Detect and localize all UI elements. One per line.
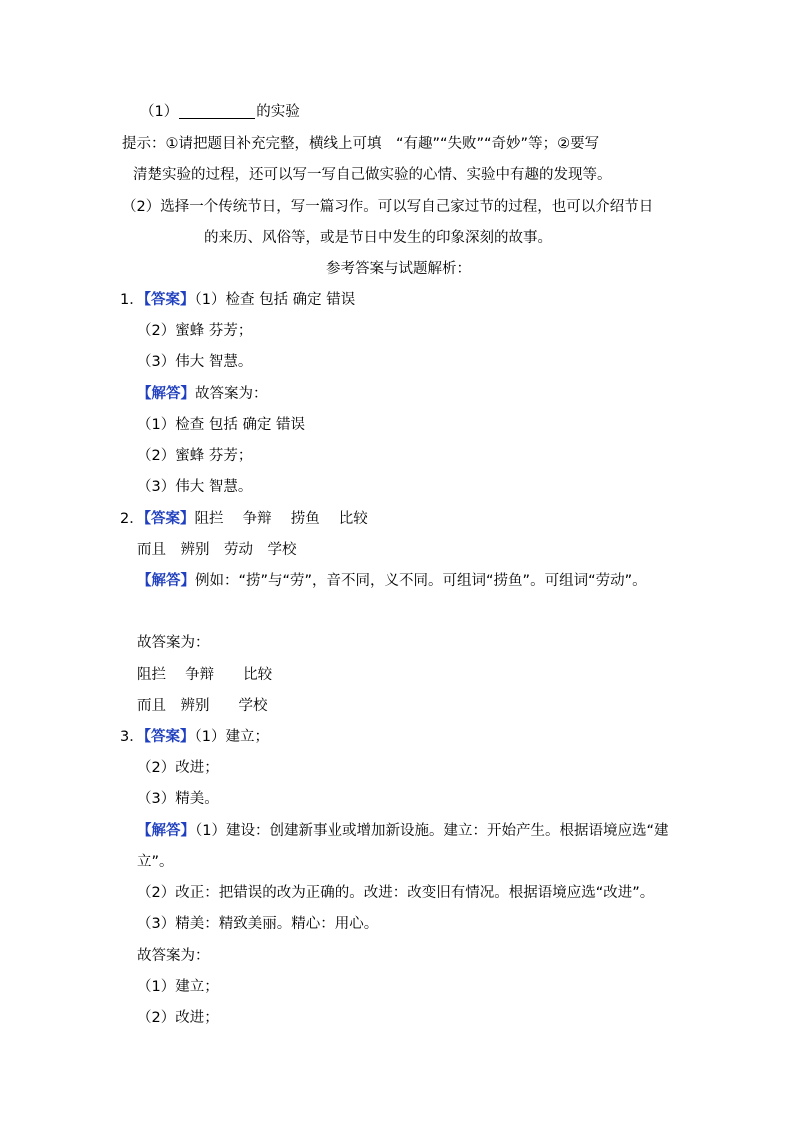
q3-therefore: 故答案为： — [137, 948, 210, 964]
q1-solution-3: （3）伟大 智慧。 — [137, 479, 253, 495]
q3-solution-2: （2）改正：把错误的改为正确的。改进：改变旧有情况。根据语境应选“改进”。 — [137, 885, 655, 901]
q2-therefore: 故答案为： — [137, 635, 210, 651]
q1-solution-line: 【解答】故答案为： — [137, 386, 268, 402]
q3-answer-3: （3）精美。 — [137, 791, 219, 807]
answer-tag: 【答案】 — [143, 292, 195, 308]
essay-topic-2: （2）选择一个传统节日，写一篇习作。可以写自己家过节的过程，也可以介绍节日 — [122, 199, 654, 215]
essay-topic-1: （1） 的实验 — [140, 104, 300, 120]
q3-answer-2: （2）改进； — [137, 760, 219, 776]
solution-tag: 【解答】 — [137, 573, 195, 589]
section-heading: 参考答案与试题解析： — [326, 261, 471, 277]
q1-answer-line: 1．【答案】（1）检查 包括 确定 错误 — [120, 292, 356, 308]
q2-therefore-1: 阻拦 争辩 比较 — [137, 667, 273, 683]
answer-tag: 【答案】 — [143, 511, 195, 527]
q1-number: 1． — [120, 292, 144, 308]
essay-topic-2-cont: 的来历、风俗等，或是节日中发生的印象深刻的故事。 — [204, 230, 552, 246]
solution-tag: 【解答】 — [137, 823, 195, 839]
q3-solution-line: 【解答】（1）建设：创建新事业或增加新设施。建立：开始产生。根据语境应选“建 — [137, 823, 669, 839]
q3-solution-1-cont: 立”。 — [137, 854, 174, 870]
q2-solution-line: 【解答】例如：“捞”与“劳”，音不同，义不同。可组词“捞鱼”。可组词“劳动”。 — [137, 573, 647, 589]
q3-therefore-1: （1）建立； — [137, 979, 219, 995]
q3-therefore-2: （2）改进； — [137, 1010, 219, 1026]
q3-number: 3． — [120, 729, 144, 745]
q3-solution-3: （3）精美：精致美丽。精心：用心。 — [137, 916, 379, 932]
solution-tag: 【解答】 — [137, 386, 195, 402]
q1-answer-2: （2）蜜蜂 芬芳； — [137, 323, 253, 339]
q2-answer-line: 2．【答案】阻拦 争辩 捞鱼 比较 — [120, 511, 368, 527]
answer-tag: 【答案】 — [143, 729, 195, 745]
q1-solution-1: （1）检查 包括 确定 错误 — [137, 417, 306, 433]
q3-answer-line: 3．【答案】（1）建立； — [120, 729, 269, 745]
fill-blank[interactable] — [179, 104, 255, 119]
q2-answer-2: 而且 辨别 劳动 学校 — [137, 542, 297, 558]
q1-answer-3: （3）伟大 智慧。 — [137, 354, 253, 370]
q2-therefore-2: 而且 辨别 学校 — [137, 698, 268, 714]
q2-number: 2． — [120, 511, 144, 527]
q1-solution-2: （2）蜜蜂 芬芳； — [137, 448, 253, 464]
hint-line-2: 清楚实验的过程，还可以写一写自己做实验的心情、实验中有趣的发现等。 — [133, 167, 612, 183]
hint-line-1: 提示：①请把题目补充完整，横线上可填 “有趣”“失败”“奇妙”等；②要写 — [122, 136, 600, 152]
